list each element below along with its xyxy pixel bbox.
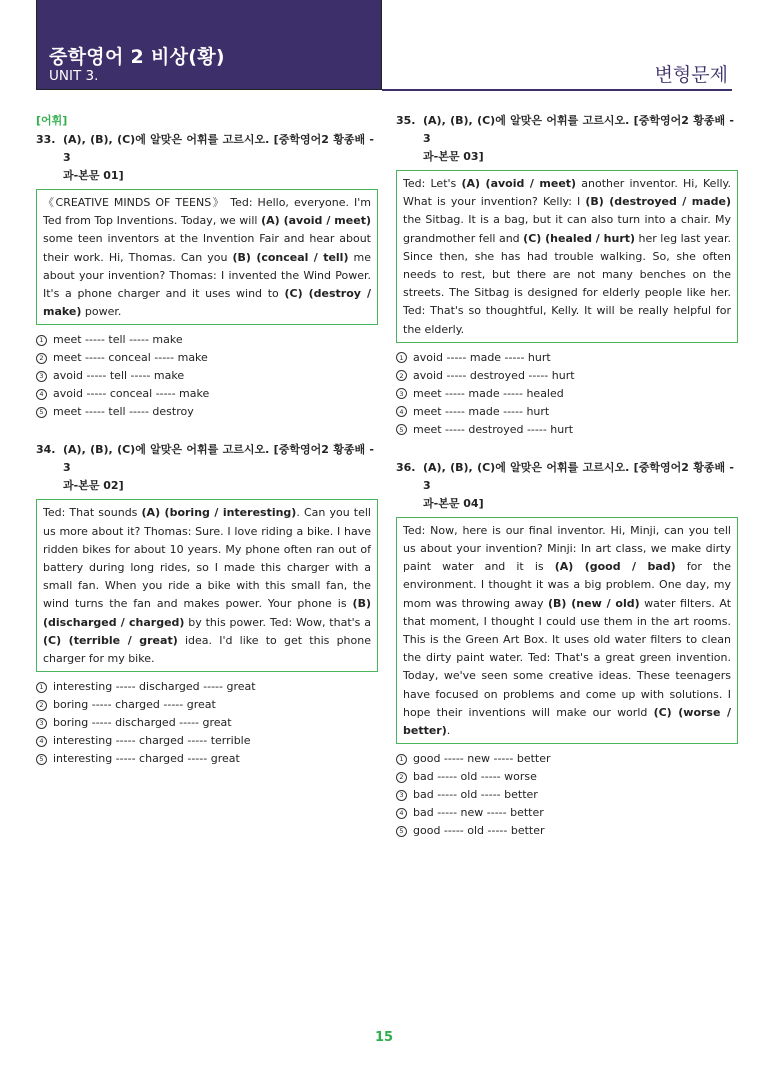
option-number-icon: 5 — [396, 424, 407, 435]
option-text: meet ----- made ----- hurt — [413, 404, 550, 418]
option-number-icon: 4 — [36, 389, 47, 400]
passage-text: . Can you tell us more about it? Thomas: Sure. I love riding a bike. I have ridden bikes for about 10 years. My phone often ran out of battery during long rides, so I made this charger with a small fan. When you ride a bike with this small fan, the wind turns the fan and makes power. Your phone is — [43, 506, 371, 611]
question-number: 35. — [396, 114, 416, 127]
section-label: [어휘] — [36, 114, 68, 127]
unit-label: UNIT 3. — [49, 68, 99, 84]
vocab-choice: (C) (terrible / great) — [43, 633, 178, 647]
question-number: 34. — [36, 443, 56, 457]
option-number-icon: 2 — [36, 700, 47, 711]
answer-option[interactable] — [396, 349, 738, 367]
option-text: avoid ----- destroyed ----- hurt — [413, 368, 575, 382]
answer-option[interactable] — [36, 696, 378, 714]
question-source: 과-본문 02] — [63, 479, 124, 493]
option-number-icon: 1 — [36, 682, 47, 693]
question-35 — [396, 112, 738, 439]
answer-option[interactable] — [36, 385, 378, 403]
answer-option[interactable] — [396, 822, 738, 840]
option-text: meet ----- conceal ----- make — [53, 351, 208, 365]
option-text: meet ----- made ----- healed — [413, 386, 564, 400]
question-header — [396, 112, 738, 166]
option-number-icon: 2 — [36, 353, 47, 364]
question-source: 과-본문 03] — [423, 150, 484, 163]
option-number-icon: 3 — [396, 388, 407, 399]
option-number-icon: 4 — [36, 736, 47, 747]
answer-option[interactable] — [36, 403, 378, 421]
option-number-icon: 5 — [36, 407, 47, 418]
answer-option[interactable] — [396, 367, 738, 385]
right-column — [396, 112, 738, 860]
passage-text: Ted: Let's — [403, 177, 462, 190]
option-text: interesting ----- discharged ----- great — [53, 680, 256, 694]
passage-text: . — [446, 724, 451, 738]
option-number-icon: 3 — [36, 718, 47, 729]
answer-option[interactable] — [396, 403, 738, 421]
question-36 — [396, 459, 738, 840]
vocab-choice: (B) (new / old) — [547, 596, 640, 610]
option-text: avoid ----- conceal ----- make — [53, 387, 210, 401]
passage-box — [36, 499, 378, 672]
vocab-choice: (C) (destroy / make) — [43, 287, 372, 319]
vocab-choice: (A) (good / bad) — [554, 560, 676, 574]
vocab-choice: (A) (avoid / meet) — [461, 177, 577, 190]
question-33 — [36, 131, 378, 421]
passage-text: water filters. At that moment, I thought I could use them in the art rooms. This is the Green Art Box. It uses old water filters to clean the dirty paint water. Ted: That's a great green invention. Today, we've seen some creative ideas. These teenagers have focused on problems and come up with solutions. I hope their inventions will make our world — [403, 596, 732, 719]
answer-option[interactable] — [396, 768, 738, 786]
option-text: meet ----- tell ----- make — [53, 333, 183, 347]
option-text: boring ----- discharged ----- great — [53, 716, 232, 730]
answer-option[interactable] — [36, 678, 378, 696]
answer-option[interactable] — [36, 349, 378, 367]
option-text: interesting ----- charged ----- great — [53, 752, 240, 766]
vocab-choice: (A) (avoid / meet) — [261, 214, 371, 228]
answer-option[interactable] — [396, 421, 738, 439]
passage-text: power. — [81, 305, 122, 319]
question-header — [36, 441, 378, 495]
option-number-icon: 3 — [396, 790, 407, 801]
passage-text: idea. I'd like to get this phone charger for my bike. — [43, 633, 371, 666]
vocab-choice: (A) (boring / interesting) — [141, 506, 297, 520]
answer-option[interactable] — [396, 750, 738, 768]
passage-text: her leg last year. Since then, she has had trouble walking. So, she often needs to rest, but there are not many benches on the streets. The Sitbag is designed for elderly people like her. Ted: That's so thoughtful, Kelly. It will be really helpful for the elderly. — [403, 231, 731, 336]
passage-text: another inventor. Hi, Kelly. What is your invention? Kelly: I — [403, 177, 731, 209]
option-number-icon: 1 — [396, 754, 407, 765]
question-instruction: (A), (B), (C)에 알맞은 어휘를 고르시오. [중학영어2 황종배 - 3 — [63, 443, 374, 475]
answer-option[interactable] — [36, 750, 378, 768]
left-column — [36, 112, 378, 788]
header-banner — [36, 0, 382, 90]
passage-text: Ted: That sounds — [43, 506, 142, 520]
option-text: avoid ----- tell ----- make — [53, 369, 185, 383]
option-text: meet ----- destroyed ----- hurt — [413, 422, 574, 436]
option-number-icon: 5 — [36, 754, 47, 765]
passage-text: some teen inventors at the Invention Fair and hear about their work. Hi, Thomas. Can you — [43, 232, 371, 264]
option-number-icon: 4 — [396, 808, 407, 819]
question-34 — [36, 441, 378, 768]
option-number-icon: 3 — [36, 371, 47, 382]
passage-text: Ted: Now, here is our final inventor. Hi, Minji, can you tell us about your invention? Minji: In art class, we make dirty paint water and it is — [403, 523, 731, 574]
question-number: 36. — [396, 460, 416, 474]
question-instruction: (A), (B), (C)에 알맞은 어휘를 고르시오. [중학영어2 황종배 - 3 — [63, 133, 374, 164]
answer-options — [396, 349, 738, 439]
answer-option[interactable] — [36, 331, 378, 349]
option-text: good ----- old ----- better — [413, 824, 545, 838]
option-text: boring ----- charged ----- great — [53, 698, 216, 712]
vocab-choice: (B) (conceal / tell) — [232, 250, 349, 264]
vocab-choice: (C) (worse / better) — [403, 705, 732, 738]
answer-option[interactable] — [396, 786, 738, 804]
page-number: 15 — [374, 1030, 394, 1045]
vocab-choice: (B) (discharged / charged) — [43, 597, 371, 629]
question-instruction: (A), (B), (C)에 알맞은 어휘를 고르시오. [중학영어2 황종배 - 3 — [423, 114, 734, 145]
option-number-icon: 2 — [396, 370, 407, 381]
question-source: 과-본문 01] — [63, 169, 124, 182]
answer-options — [396, 750, 738, 840]
passage-box — [396, 517, 738, 744]
passage-text: by this power. Ted: Wow, that's a — [184, 615, 371, 629]
option-number-icon: 2 — [396, 772, 407, 783]
section-title: 변형문제 — [654, 64, 728, 86]
answer-options — [36, 331, 378, 421]
question-instruction: (A), (B), (C)에 알맞은 어휘를 고르시오. [중학영어2 황종배 - 3 — [423, 460, 734, 492]
option-number-icon: 1 — [36, 335, 47, 346]
passage-text: the Sitbag. It is a bag, but it can also turn into a chair. My grandmother fell and — [403, 213, 731, 245]
passage-text: me about your invention? Thomas: I invented the Wind Power. It's a phone charger and it uses wind to — [43, 250, 372, 301]
passage-text: for the environment. I thought it was a big problem. One day, my mom was throwing away — [403, 560, 731, 610]
question-header — [396, 459, 738, 513]
option-text: bad ----- new ----- better — [413, 806, 544, 820]
option-text: avoid ----- made ----- hurt — [413, 350, 551, 364]
passage-box — [396, 170, 738, 343]
question-source: 과-본문 04] — [423, 496, 484, 510]
option-text: good ----- new ----- better — [413, 752, 551, 766]
answer-option[interactable] — [36, 714, 378, 732]
option-text: bad ----- old ----- better — [413, 788, 538, 802]
answer-options — [36, 678, 378, 768]
answer-option[interactable] — [396, 804, 738, 822]
header-divider — [382, 89, 732, 91]
option-number-icon: 4 — [396, 406, 407, 417]
question-header — [36, 131, 378, 185]
option-number-icon: 5 — [396, 826, 407, 837]
book-title: 중학영어 2 비상(황) — [49, 46, 225, 68]
option-text: meet ----- tell ----- destroy — [53, 405, 194, 419]
answer-option[interactable] — [396, 385, 738, 403]
passage-text: 《CREATIVE MINDS OF TEENS》 Ted: Hello, everyone. I'm Ted from Top Inventions. Today, we will — [43, 196, 371, 228]
answer-option[interactable] — [36, 732, 378, 750]
passage-box — [36, 189, 378, 325]
question-number: 33. — [36, 133, 56, 146]
option-text: bad ----- old ----- worse — [413, 770, 537, 784]
vocab-choice: (B) (destroyed / made) — [585, 195, 731, 209]
option-text: interesting ----- charged ----- terrible — [53, 734, 251, 748]
vocab-choice: (C) (healed / hurt) — [523, 231, 636, 245]
answer-option[interactable] — [36, 367, 378, 385]
option-number-icon: 1 — [396, 352, 407, 363]
